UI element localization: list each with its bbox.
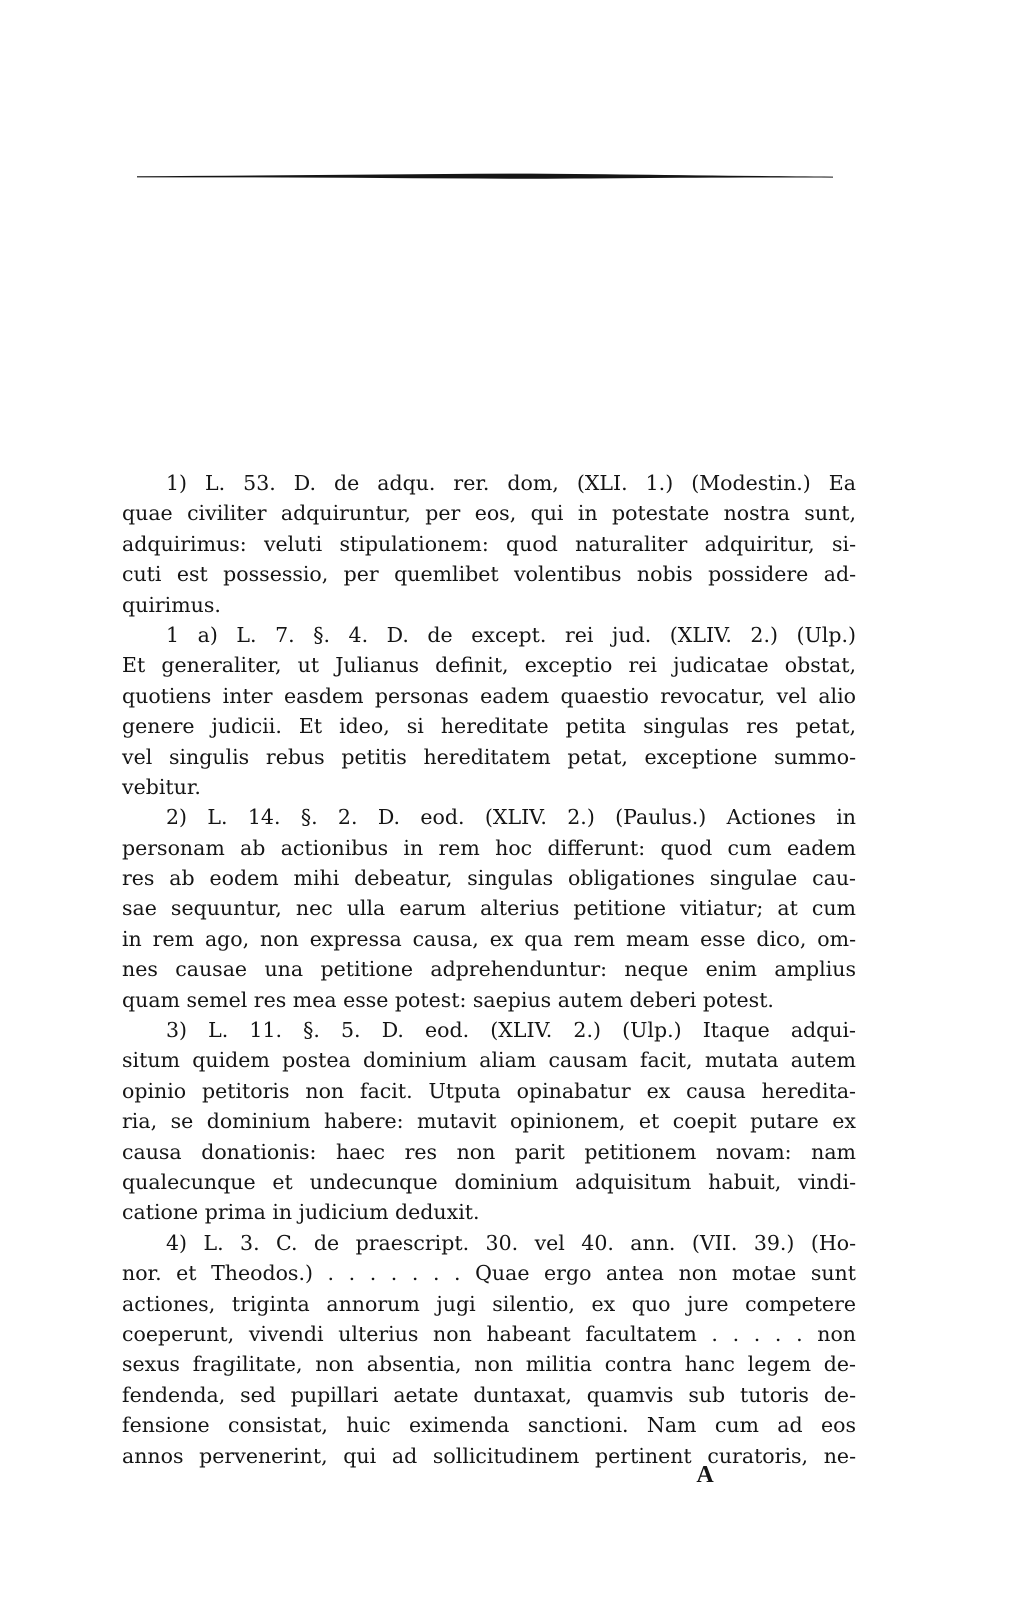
- text-line: 3) L. 11. §. 5. D. eod. (XLIV. 2.) (Ulp.) Itaque adqui-: [166, 1018, 856, 1043]
- text-line: in rem ago, non expressa causa, ex qua rem meam esse dico, om-: [122, 926, 856, 951]
- text-line: 1 a) L. 7. §. 4. D. de except. rei jud. (XLIV. 2.) (Ulp.): [166, 622, 856, 647]
- text-line: 4) L. 3. C. de praescript. 30. vel 40. ann. (VII. 39.) (Ho-: [166, 1230, 856, 1255]
- text-line: adquirimus: veluti stipulationem: quod naturaliter adquiritur, si-: [122, 531, 856, 556]
- text-line: personam ab actionibus in rem hoc differunt: quod cum eadem: [122, 835, 856, 860]
- text-line: vel singulis rebus petitis hereditatem petat, exceptione summo-: [122, 744, 856, 769]
- text-line: Et generaliter, ut Julianus definit, exceptio rei judicatae obstat,: [122, 653, 856, 678]
- text-line: res ab eodem mihi debeatur, singulas obligationes singulae cau-: [122, 866, 856, 891]
- text-line: 1) L. 53. D. de adqu. rer. dom, (XLI. 1.) (Modestin.) Ea: [166, 471, 856, 495]
- text-line: nes causae una petitione adprehenduntur: neque enim amplius: [122, 957, 856, 982]
- text-line: annos pervenerint, qui ad sollicitudinem pertinent curatoris, ne-: [122, 1443, 856, 1468]
- text-line: nor. et Theodos.) . . . . . . . Quae ergo antea non motae sunt: [122, 1261, 856, 1286]
- text-line: quae civiliter adquiruntur, per eos, qui in potestate nostra sunt,: [122, 501, 856, 526]
- text-line: fensione consistat, huic eximenda sanctioni. Nam cum ad eos: [122, 1413, 856, 1438]
- text-line: vebitur.: [122, 774, 201, 799]
- text-line: qualecunque et undecunque dominium adquisitum habuit, vindi-: [122, 1169, 856, 1194]
- text-line: sae sequuntur, nec ulla earum alterius petitione vitiatur; at cum: [122, 896, 856, 921]
- text-line: situm quidem postea dominium aliam causam facit, mutata autem: [122, 1048, 856, 1073]
- text-line: opinio petitoris non facit. Utputa opinabatur ex causa heredita-: [122, 1078, 856, 1103]
- header-rule: [137, 172, 833, 180]
- text-line: quam semel res mea esse potest: saepius autem deberi potest.: [122, 987, 774, 1012]
- text-line: fendenda, sed pupillari aetate duntaxat, quamvis sub tutoris de-: [122, 1382, 856, 1407]
- text-line: catione prima in judicium deduxit.: [122, 1200, 480, 1225]
- text-line: coeperunt, vivendi ulterius non habeant facultatem . . . . . non: [122, 1321, 856, 1346]
- text-line: causa donationis: haec res non parit petitionem novam: nam: [122, 1139, 856, 1164]
- footnotes-text: [122, 468, 856, 1471]
- text-line: actiones, triginta annorum jugi silentio, ex quo jure competere: [122, 1291, 856, 1316]
- text-line: cuti est possessio, per quemlibet volentibus nobis possidere ad-: [122, 562, 856, 587]
- text-line: quirimus.: [122, 592, 221, 617]
- header-rule-graphic: [137, 172, 833, 180]
- text-line: genere judicii. Et ideo, si hereditate petita singulas res petat,: [122, 714, 856, 739]
- text-line: 2) L. 14. §. 2. D. eod. (XLIV. 2.) (Paulus.) Actiones in: [166, 805, 856, 830]
- text-line: ria, se dominium habere: mutavit opinionem, et coepit putare ex: [122, 1109, 856, 1134]
- text-line: sexus fragilitate, non absentia, non militia contra hanc legem de-: [122, 1352, 856, 1377]
- text-line: quotiens inter easdem personas eadem quaestio revocatur, vel alio: [122, 683, 856, 708]
- signature-mark: A: [696, 1462, 714, 1488]
